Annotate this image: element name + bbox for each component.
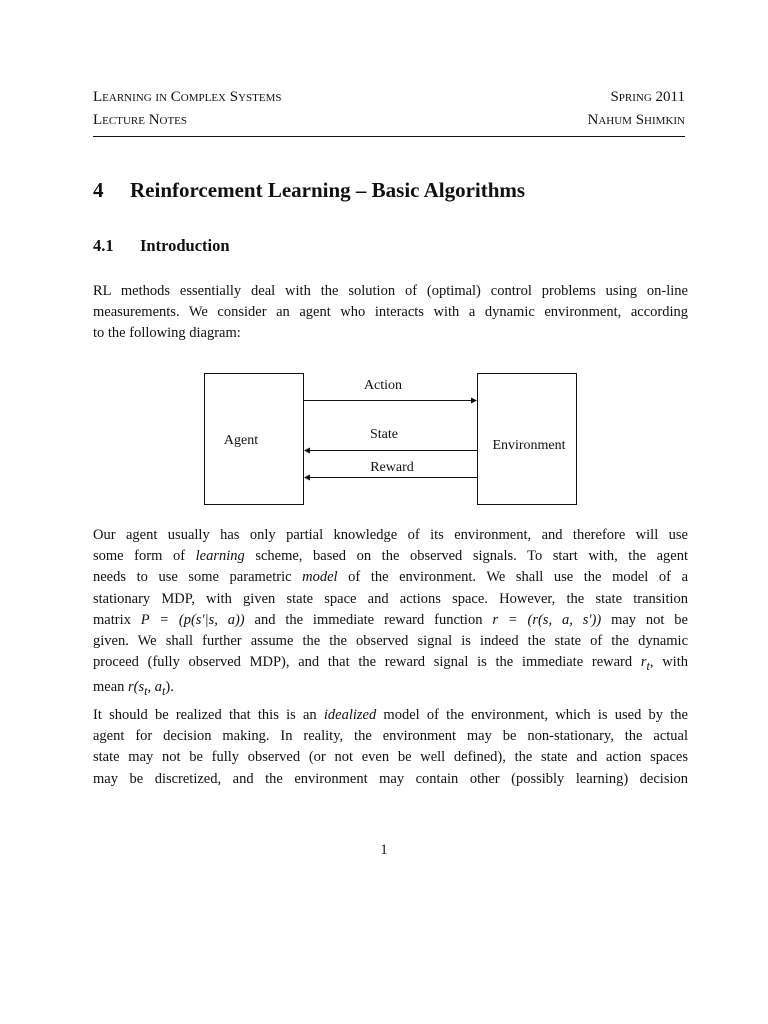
reward-label: Reward bbox=[370, 460, 414, 475]
text-line: agent for decision making. In reality, the environment may be non-stationary, the actual bbox=[93, 728, 688, 745]
text-line: mean $r(s_t$, $a_t$). bbox=[93, 679, 174, 699]
text-line: measurements. We consider an agent who interacts with a dynamic environment, according bbox=[93, 304, 688, 321]
text-line: RL methods essentially deal with the solution of (optimal) control problems using on-line bbox=[93, 283, 688, 299]
paragraph-agent-knowledge bbox=[93, 525, 688, 702]
math-mean-reward: r(s bbox=[128, 679, 145, 696]
term: Spring 2011 bbox=[610, 89, 685, 105]
math-reward: r bbox=[640, 654, 647, 671]
emphasis-model: model bbox=[302, 569, 338, 586]
text-line: needs to use some parametric model of the environment. We shall use the model of a bbox=[93, 569, 688, 586]
author: Nahum Shimkin bbox=[587, 112, 685, 128]
math-reward-function: r = (r(s, a, s′)) bbox=[492, 611, 602, 628]
math-transition-matrix: P = (p(s′|s, a)) bbox=[140, 611, 245, 628]
environment-label: Environment bbox=[492, 438, 566, 453]
agent-label: Agent bbox=[223, 433, 259, 448]
text-line: state may not be fully observed (or not even be well defined), the state and action spaces bbox=[93, 749, 688, 766]
emphasis-idealized: idealized bbox=[323, 707, 377, 723]
state-label: State bbox=[370, 427, 398, 442]
text-line: It should be realized that this is an idealized model of the environment, which is used by the bbox=[93, 707, 688, 723]
text-line: given. We shall further assume the the observed signal is indeed the state of the dynamic bbox=[93, 633, 688, 650]
subsection-number: 4.1 bbox=[93, 236, 114, 255]
page-number: 1 bbox=[380, 842, 388, 858]
emphasis-learning: learning bbox=[195, 548, 245, 565]
text-line: matrix P = (p(s′|s, a)) and the immediate reward function r = (r(s, a, s′)) may not be bbox=[93, 611, 688, 628]
subsection-title: Introduction bbox=[140, 236, 230, 255]
text-line: Our agent usually has only partial knowledge of its environment, and therefore will use bbox=[93, 527, 688, 543]
text-line: some form of learning scheme, based on the observed signals. To start with, the agent bbox=[93, 548, 688, 565]
text-line: may be discretized, and the environment may contain other (possibly learning) decision bbox=[93, 770, 688, 787]
text-line: proceed (fully observed MDP), and that the reward signal is the immediate reward $r_t$, with bbox=[93, 654, 688, 674]
section-title: Reinforcement Learning – Basic Algorithms bbox=[130, 178, 526, 202]
text-line: to the following diagram: bbox=[93, 325, 241, 342]
text-line: stationary MDP, with given state space and actions space. However, the state transition bbox=[93, 590, 688, 607]
document-type: Lecture Notes bbox=[93, 112, 188, 128]
section-number: 4 bbox=[93, 178, 104, 202]
action-label: Action bbox=[363, 378, 403, 393]
paragraph-idealized-model bbox=[93, 705, 688, 790]
course-title: Learning in Complex Systems bbox=[93, 89, 282, 105]
